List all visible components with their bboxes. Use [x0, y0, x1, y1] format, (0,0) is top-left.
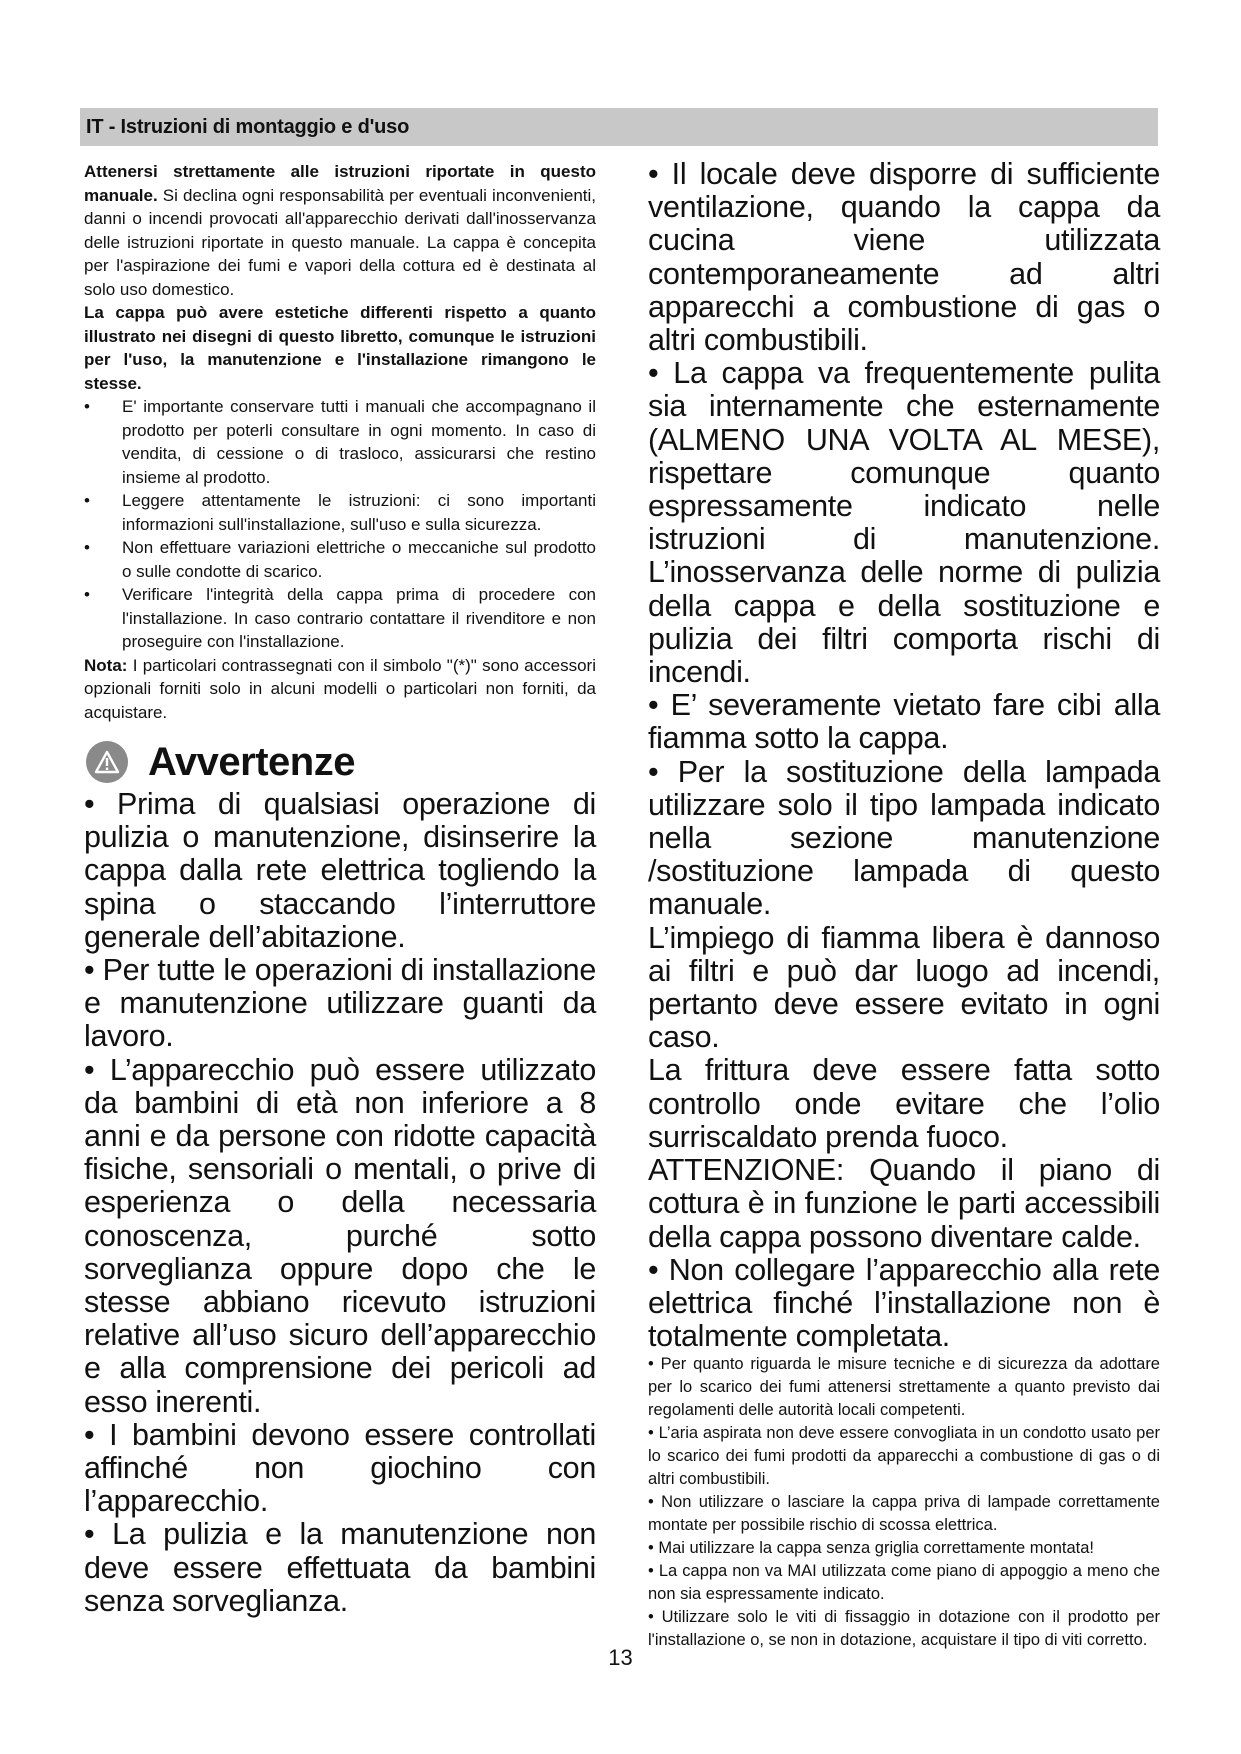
left-column [84, 160, 596, 1618]
list-item: • E' importante conservare tutti i manuali che accompagnano il prodotto per poterli consultare in ogni momento. In caso di vendita, di cessione o di trasloco, assicurarsi che restino insieme al prodotto. [84, 395, 596, 489]
list-item: • Non effettuare variazioni elettriche o meccaniche sul prodotto o sulle condotte di scarico. [84, 536, 596, 583]
intro-paragraph [84, 160, 596, 301]
list-item: • Verificare l'integrità della cappa prima di procedere con l'installazione. In caso contrario contattare il rivenditore e non proseguire con l'installazione. [84, 583, 596, 654]
note-item: • Utilizzare solo le viti di fissaggio in dotazione con il prodotto per l'installazione o, se non in dotazione, acquistare il tipo di viti corretto. [648, 1608, 1160, 1650]
warning-triangle-icon [86, 741, 128, 783]
aesthetic-note: La cappa può avere estetiche differenti rispetto a quanto illustrato nei disegni di questo libretto, comunque le istruzioni per l'uso, la manutenzione e l'installazione rimangono le stesse. [84, 303, 596, 393]
note-item: • La cappa non va MAI utilizzata come piano di appoggio a meno che non sia espressamente indicato. [648, 1562, 1160, 1604]
warning-item: • La pulizia e la manutenzione non deve essere effettuata da bambini senza sorveglianza. [84, 1517, 596, 1618]
section-title: IT - Istruzioni di montaggio e d'uso [86, 115, 410, 138]
warning-item: • Per tutte le operazioni di installazione e manutenzione utilizzare guanti da lavoro. [84, 953, 596, 1054]
warning-item: • Prima di qualsiasi operazione di pulizia o manutenzione, disinserire la cappa dalla rete elettrica togliendo la spina o staccando l’interruttore generale dell’abitazione. [84, 787, 596, 954]
safety-item: L’impiego di fiamma libera è dannoso ai filtri e può dar luogo ad incendi, pertanto deve essere evitato in ogni caso. [648, 920, 1160, 1055]
safety-item: • Il locale deve disporre di sufficiente ventilazione, quando la cappa da cucina viene utilizzata contemporaneamente ad altri apparecchi a combustione di gas o altri combustibili. [648, 157, 1160, 358]
safety-item: • Per la sostituzione della lampada utilizzare solo il tipo lampada indicato nella sezione manutenzione /sostituzione lampada di questo manuale. [648, 754, 1160, 922]
note-item: • Non utilizzare o lasciare la cappa priva di lampade correttamente montate per possibile rischio di scossa elettrica. [648, 1493, 1160, 1535]
warning-item: • L’apparecchio può essere utilizzato da bambini di età non inferiore a 8 anni e da persone con ridotte capacità fisiche, sensoriali o mentali, o prive di esperienza o della necessaria conoscenza, purché sotto sorveglianza oppure dopo che le stesse abbiano ricevuto istruzioni relative all’uso sicuro dell’apparecchio e alla comprensione dei pericoli ad esso inerenti. [84, 1052, 596, 1419]
safety-item: ATTENZIONE: Quando il piano di cottura è in funzione le parti accessibili della cappa possono diventare calde. [648, 1153, 1160, 1254]
warnings-title: Avvertenze [148, 739, 355, 784]
safety-item: La frittura deve essere fatta sotto controllo onde evitare che l’olio surriscaldato prenda fuoco. [648, 1053, 1160, 1154]
nota-paragraph [84, 654, 596, 725]
intro-bold: Attenersi strettamente alle istruzioni riportate in questo manuale. [84, 162, 596, 205]
safety-list [648, 158, 1160, 1353]
note-item: • Mai utilizzare la cappa senza griglia correttamente montata! [648, 1539, 1094, 1558]
note-item: • Per quanto riguarda le misure tecniche e di sicurezza da adottare per lo scarico dei fumi attenersi strettamente a quanto previsto dai regolamenti delle autorità locali competenti. [648, 1355, 1160, 1420]
note-item: • L’aria aspirata non deve essere convogliata in un condotto usato per lo scarico dei fumi prodotti da apparecchi a combustione di gas o di altri combustibili. [648, 1424, 1160, 1489]
page-number: 13 [608, 1645, 633, 1670]
nota-text: I particolari contrassegnati con il simbolo "(*)" sono accessori opzionali forniti solo in alcuni modelli o particolari non forniti, da acquistare. [84, 655, 596, 722]
warning-item: • I bambini devono essere controllati affinché non giochino con l’apparecchio. [84, 1417, 596, 1519]
nota-label: Nota: [84, 655, 128, 675]
safety-item: • E’ severamente vietato fare cibi alla fiamma sotto la cappa. [648, 688, 1160, 756]
right-column [648, 158, 1160, 1652]
safety-item: • La cappa va frequentemente pulita sia internamente che esternamente (ALMENO UNA VOLTA AL MESE), rispettare comunque quanto espressamente indicato nelle istruzioni di manutenzione. L’inosservanza delle norme di pulizia della cappa e della sostituzione e pulizia dei filtri comporta rischi di incendi. [648, 356, 1160, 690]
intro-text: Si declina ogni responsabilità per eventuali inconvenienti, danni o incendi provocati all'apparecchio derivati dall'inosservanza delle istruzioni riportate in questo manuale. La cappa è concepita per l'aspirazione dei fumi e vapori della cottura ed è destinata al solo uso domestico. [84, 185, 596, 299]
general-bullets [84, 395, 596, 654]
section-header [80, 108, 1158, 146]
list-item: • Leggere attentamente le istruzioni: ci sono importanti informazioni sull'installazione, sull'uso e sulla sicurezza. [84, 489, 596, 536]
warnings-heading [84, 736, 596, 788]
technical-notes [648, 1353, 1160, 1652]
warnings-list [84, 788, 596, 1618]
safety-item: • Non collegare l’apparecchio alla rete elettrica finché l’installazione non è totalmente completata. [648, 1252, 1160, 1354]
